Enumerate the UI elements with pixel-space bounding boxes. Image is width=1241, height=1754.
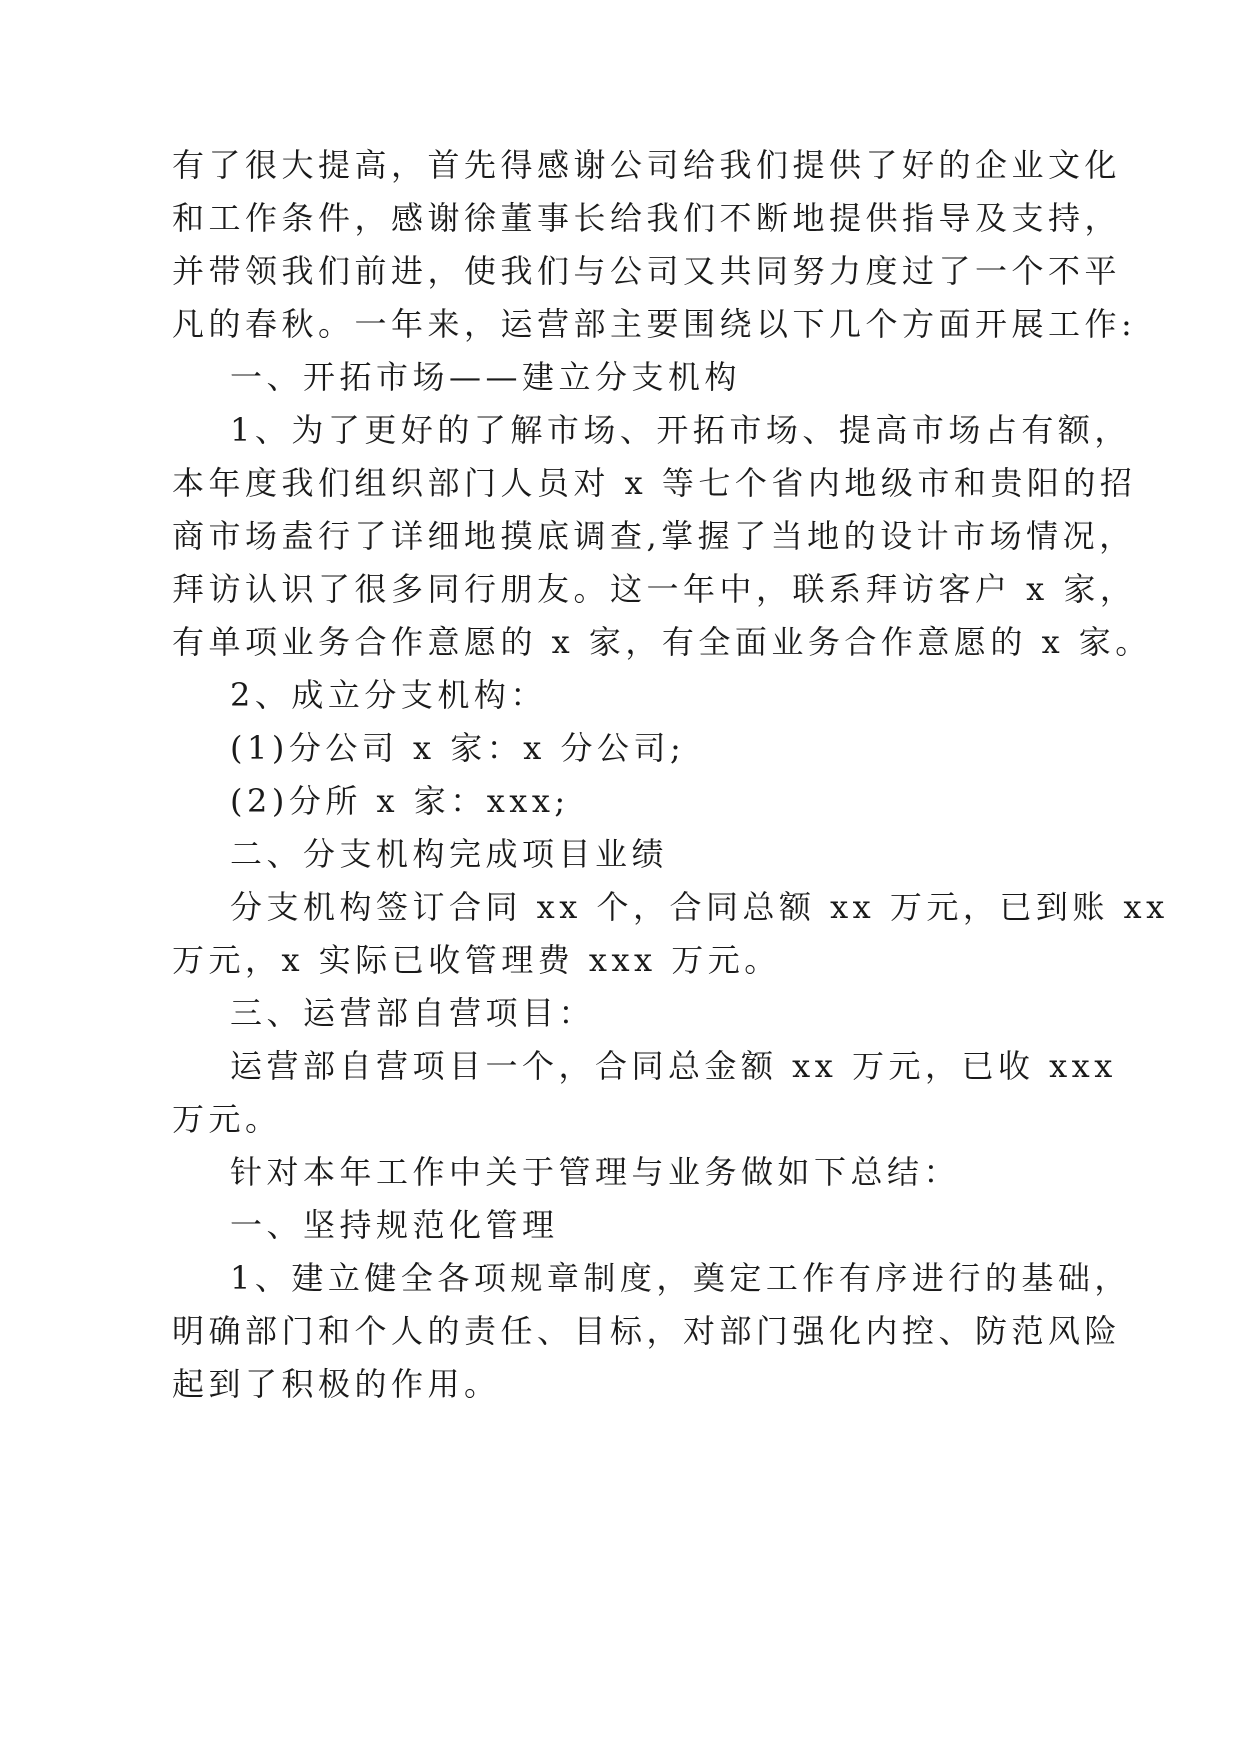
paragraph-line: 拜访认识了很多同行朋友。这一年中，联系拜访客户 x 家， (172, 570, 1137, 608)
paragraph-line: 起到了积极的作用。 (172, 1365, 501, 1403)
paragraph-line: 有了很大提高，首先得感谢公司给我们提供了好的企业文化 (172, 146, 1122, 184)
paragraph-line: 万元。 (172, 1100, 282, 1138)
paragraph-line: 并带领我们前进，使我们与公司又共同努力度过了一个不平 (172, 252, 1122, 290)
list-item: 2、成立分支机构： (230, 676, 547, 714)
paragraph-line: 凡的春秋。一年来，运营部主要围绕以下几个方面开展工作: (172, 305, 1137, 343)
paragraph-line: 针对本年工作中关于管理与业务做如下总结： (230, 1153, 961, 1191)
paragraph-line: 明确部门和个人的责任、目标，对部门强化内控、防范风险 (172, 1312, 1122, 1350)
section-heading: 三、运营部自营项目： (230, 994, 596, 1032)
paragraph-line: 运营部自营项目一个，合同总金额 xx 万元，已收 xxx (230, 1047, 1117, 1085)
paragraph-line: 分支机构签订合同 xx 个，合同总额 xx 万元，已到账 xx (230, 888, 1169, 926)
paragraph-line: 有单项业务合作意愿的 x 家，有全面业务合作意愿的 x 家。 (172, 623, 1152, 661)
paragraph-line: 1、建立健全各项规章制度，奠定工作有序进行的基础， (230, 1259, 1131, 1297)
paragraph-line: 和工作条件，感谢徐董事长给我们不断地提供指导及支持， (172, 199, 1122, 237)
paragraph-line: 商市场盍行了详细地摸底调查,掌握了当地的设计市场情况， (172, 517, 1136, 555)
list-item: (1)分公司 x 家：x 分公司; (230, 729, 686, 767)
section-heading: 二、分支机构完成项目业绩 (230, 835, 669, 873)
section-heading: 一、开拓市场——建立分支机构 (230, 358, 742, 396)
section-heading: 一、坚持规范化管理 (230, 1206, 559, 1244)
paragraph-line: 本年度我们组织部门人员对 x 等七个省内地级市和贵阳的招 (172, 464, 1137, 502)
paragraph-line: 万元，x 实际已收管理费 xxx 万元。 (172, 941, 781, 979)
paragraph-line: 1、为了更好的了解市场、开拓市场、提高市场占有额， (230, 411, 1131, 449)
list-item: (2)分所 x 家：xxx; (230, 782, 570, 820)
